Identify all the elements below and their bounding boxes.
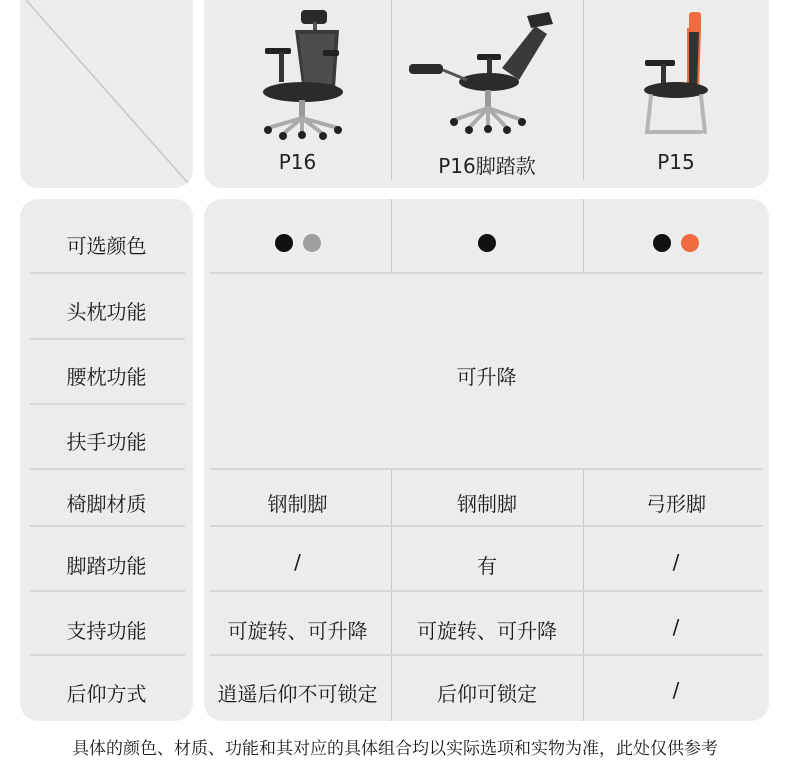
- row-label-recline: 后仰方式: [66, 682, 147, 706]
- row-divider: [30, 525, 185, 527]
- product-name: P15: [657, 150, 695, 174]
- color-swatch-black[interactable]: [275, 234, 293, 252]
- products-header: [204, 0, 769, 188]
- row-divider: [210, 590, 763, 592]
- row-divider: [30, 654, 185, 656]
- colors-p15: [583, 229, 769, 253]
- support-p16-footrest: 可旋转、可升降: [417, 619, 557, 643]
- product-name: P16脚踏款: [438, 154, 536, 178]
- row-divider: [30, 468, 185, 470]
- product-p15[interactable]: [583, 0, 769, 180]
- product-name: P16: [278, 150, 317, 174]
- color-swatch-black[interactable]: [653, 234, 671, 252]
- row-label-lumbar: 腰枕功能: [66, 365, 147, 389]
- row-divider: [210, 654, 763, 656]
- row-divider: [30, 403, 185, 405]
- colors-p16-footrest: [391, 229, 583, 253]
- row-label-support: 支持功能: [66, 619, 147, 643]
- product-p16[interactable]: [204, 0, 391, 180]
- footrest-p16: /: [294, 550, 301, 574]
- row-labels-panel: [20, 199, 193, 721]
- chair-p16-image: [243, 8, 353, 140]
- row-label-colors: 可选颜色: [66, 234, 147, 258]
- row-divider: [210, 525, 763, 527]
- footrest-p16-footrest: 有: [477, 554, 497, 578]
- row-label-headrest: 头枕功能: [66, 300, 147, 324]
- colors-p16: [204, 229, 391, 253]
- support-p15: /: [672, 615, 680, 639]
- color-swatch-gray[interactable]: [303, 234, 321, 252]
- product-p16-footrest[interactable]: [391, 0, 583, 180]
- footrest-p15: /: [672, 550, 680, 574]
- row-divider: [30, 338, 185, 340]
- row-divider: [30, 272, 185, 274]
- row-divider: [210, 272, 763, 274]
- row-label-legs: 椅脚材质: [66, 492, 147, 516]
- row-label-armrest: 扶手功能: [66, 430, 147, 454]
- row-divider: [30, 590, 185, 592]
- legs-p15: 弓形脚: [646, 492, 706, 516]
- color-swatch-black[interactable]: [478, 234, 496, 252]
- footnote: 具体的颜色、材质、功能和其对应的具体组合均以实际选项和实物为准，此处仅供参考: [72, 739, 718, 759]
- recline-p16: 逍遥后仰不可锁定: [217, 682, 378, 706]
- legs-p16: 钢制脚: [267, 492, 328, 516]
- color-swatch-orange[interactable]: [681, 234, 699, 252]
- row-label-footrest: 脚踏功能: [66, 554, 147, 578]
- legs-p16-footrest: 钢制脚: [457, 492, 517, 516]
- diagonal-divider: [20, 0, 193, 188]
- support-p16: 可旋转、可升降: [227, 619, 368, 643]
- recline-p15: /: [672, 678, 680, 702]
- row-divider: [210, 468, 763, 470]
- chair-p15-image: [621, 8, 731, 140]
- values-table: [204, 199, 769, 721]
- merged-adjust-value: 可升降: [456, 365, 517, 389]
- chair-p16-footrest-image: [407, 8, 567, 140]
- corner-panel: [20, 0, 193, 188]
- recline-p16-footrest: 后仰可锁定: [437, 682, 537, 706]
